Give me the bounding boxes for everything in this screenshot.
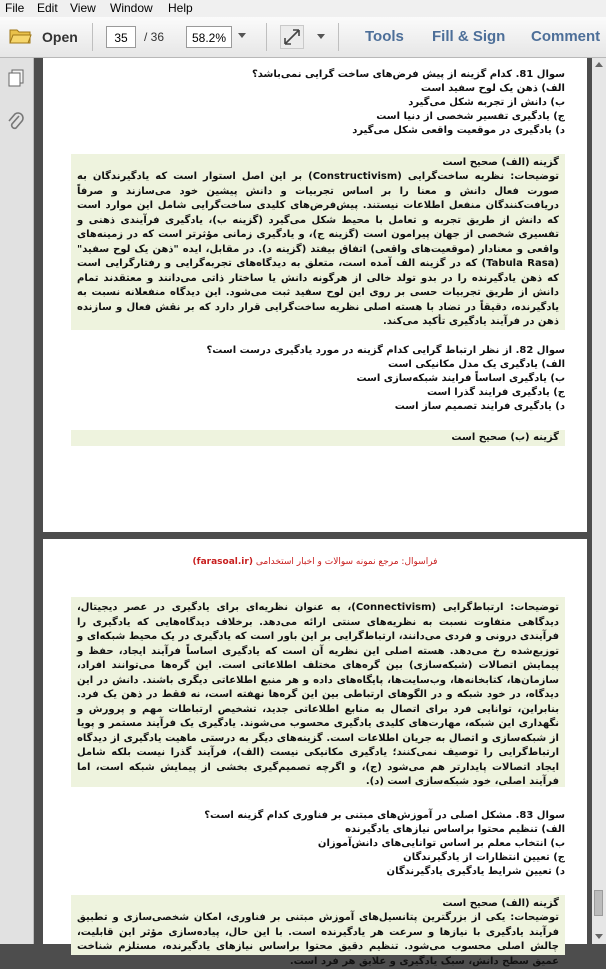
- answer-81-label: گزینه (الف) صحیح است: [442, 157, 559, 168]
- question-83-option: ج) تعیین انتظارات از یادگیرندگان: [403, 852, 565, 863]
- question-83-option: د) تعیین شرایط یادگیری یادگیرندگان: [386, 866, 565, 877]
- page-total-label: / 36: [144, 30, 165, 44]
- question-83-option: ب) انتخاب معلم بر اساس توانایی‌های دانش‌آموزان: [317, 838, 565, 849]
- tools-button[interactable]: Tools: [365, 28, 404, 45]
- toolbar-divider: [338, 23, 339, 51]
- tool-dropdown-icon[interactable]: [317, 34, 325, 39]
- answer-box: [71, 895, 565, 967]
- question-81-option: الف) ذهن یک لوح سفید است: [420, 83, 565, 94]
- page-number-input[interactable]: 35: [106, 26, 136, 48]
- question-82-option: ب) یادگیری اساساً فرایند شبکه‌سازی است: [356, 373, 565, 384]
- menu-edit[interactable]: Edit: [37, 1, 58, 15]
- menu-window[interactable]: Window: [110, 1, 153, 15]
- scroll-up-icon[interactable]: [595, 62, 603, 67]
- question-81-option: ب) دانش از تجربه شکل می‌گیرد: [408, 97, 565, 108]
- question-81-title: سوال 81. کدام گزینه از پیش فرض‌های ساخت گرایی نمی‌باشد؟: [251, 69, 565, 80]
- zoom-dropdown-icon[interactable]: [238, 33, 246, 38]
- answer-83-label: گزینه (الف) صحیح است: [442, 898, 559, 909]
- answer-box: [71, 430, 565, 446]
- fit-page-icon[interactable]: [280, 25, 304, 49]
- question-81-option: د) یادگیری در موقعیت واقعی شکل می‌گیرد: [352, 125, 565, 136]
- question-82-option: ج) یادگیری فرایند گذرا است: [426, 387, 565, 398]
- navigation-panel: [0, 58, 34, 944]
- scrollbar-thumb[interactable]: [594, 890, 603, 916]
- pages-icon[interactable]: [6, 68, 26, 92]
- menu-file[interactable]: File: [5, 1, 25, 15]
- open-folder-icon[interactable]: [9, 27, 32, 45]
- menu-help[interactable]: Help: [168, 1, 193, 15]
- document-page: [43, 58, 587, 532]
- toolbar: [0, 17, 606, 58]
- question-82-title: سوال 82. از نظر ارتباط گرایی کدام گزینه در مورد یادگیری درست است؟: [206, 345, 565, 356]
- menu-view[interactable]: View: [70, 1, 96, 15]
- question-82-option: د) یادگیری فرایند تصمیم ساز است: [394, 401, 565, 412]
- fill-sign-button[interactable]: Fill & Sign: [432, 28, 506, 45]
- menu-bar: [0, 0, 606, 17]
- toolbar-divider: [266, 23, 267, 51]
- attachment-icon[interactable]: [6, 110, 26, 136]
- toolbar-divider: [92, 23, 93, 51]
- answer-box: [71, 154, 565, 330]
- answer-83-explanation: توضیحات: یکی از بزرگترین پتانسیل‌های آموزش مبتنی بر فناوری، امکان شخصی‌سازی و تطبیق فرآیند یادگیری با نیازها و سرعت هر یادگیرنده است. با این حال، پیاده‌سازی مؤثر این قابلیت، چالش اصلی محسوب می‌شود. تنظیم دقیق محتوا براساس نیازهای یادگیرنده، مستلزم شناخت عمیق سطح دانش، سبک یادگیری و علایق هر فرد است.: [77, 912, 559, 967]
- answer-82-explanation: توضیحات: ارتباط‌گرایی (Connectivism)، به عنوان نظریه‌ای برای یادگیری در عصر دیجیتال، دیدگاهی متفاوت نسبت به نظریه‌های سنتی ارائه می‌دهد. برخلاف دیدگاه‌هایی که یادگیری را فرآیندی درونی و فردی می‌دانند، ارتباط‌گرایی بر این باور است که یادگیری در یک محیط شبکه‌ای و توزیع‌شده رخ می‌دهد. هسته اصلی این نظریه آن است که یادگیری اساساً فرآیند ایجاد، حفظ و پیمایش اتصالات (شبکه‌سازی) بین گره‌های مختلف اطلاعاتی است. این گره‌ها می‌توانند افراد، سازمان‌ها، کتابخانه‌ها، وب‌سایت‌ها، پایگاه‌های داده و هر منبع اطلاعاتی دیگری باشند. دانش در این دیدگاه، در خود شبکه و در الگوهای ارتباطی بین این گره‌ها نهفته است، نه فقط در ذهن یک فرد. بنابراین، توانایی فرد برای اتصال به منابع اطلاعاتی جدید، تشخیص ارتباطات مهم و پرورش و نگهداری این شبکه، مهارت‌های کلیدی یادگیری محسوب می‌شوند. یادگیری یک فرآیند مستمر و پویا از شبکه‌سازی و اتصال به جریان اطلاعات است. گزینه‌های دیگر به درستی ماهیت یادگیری از دیدگاه ارتباط‌گرایی را توصیف نمی‌کنند؛ یادگیری مکانیکی نیست (الف)، فرآیند گذرا نیست بلکه شامل ایجاد اتصالات پایدارتر هم می‌شود (ج)، و اگرچه تصمیم‌گیری بخشی از پیمایش شبکه است، اما فرآیند اصلی، خود شبکه‌سازی است (د).: [77, 602, 560, 787]
- vertical-scrollbar[interactable]: [592, 58, 606, 944]
- document-page: [43, 539, 587, 967]
- answer-box: [71, 597, 565, 787]
- open-button[interactable]: Open: [42, 29, 78, 45]
- question-81-option: ج) یادگیری تفسیر شخصی از دنیا است: [376, 111, 565, 122]
- zoom-input[interactable]: 58.2%: [186, 26, 232, 48]
- scroll-down-icon[interactable]: [595, 934, 603, 939]
- comment-button[interactable]: Comment: [531, 28, 601, 45]
- question-83-title: سوال 83. مشکل اصلی در آموزش‌های مبتنی بر فناوری کدام گزینه است؟: [204, 810, 565, 821]
- question-82-option: الف) یادگیری یک مدل مکانیکی است: [387, 359, 565, 370]
- header-site-link[interactable]: (farasoal.ir): [192, 557, 253, 567]
- answer-81-explanation: توضیحات: نظریه ساخت‌گرایی (Constructivism) بر این اصل استوار است که یادگیرندگان به صورت فعال دانش و معنا را بر اساس تجربیات و دانش پیشین خود می‌سازند و صرفاً دریافت‌کنندگان منفعل اطلاعات نیستند. پیش‌فرض‌های کلیدی ساخت‌گرایی شامل این موارد است که دانش از طریق تجربه و تعامل با محیط شکل می‌گیرد (گزینه ب)، یادگیری فرآیندی ذهنی و تفسیری شخصی از جهان پیرامون است (گزینه ج)، و یادگیری زمانی مؤثرتر است که در زمینه‌های واقعی و معنادار (موقعیت‌های واقعی) اتفاق بیفتد (گزینه د). در مقابل، ایده "ذهن یک لوح سفید" (Tabula Rasa) که در گزینه الف آمده است، متعلق به دیدگاه‌های تجربه‌گرایی و رفتارگرایی است که ذهن یادگیرنده را در بدو تولد خالی از هرگونه دانش یا ساختار ذاتی می‌دانند و معتقدند تمام دانش از طریق تجربیات حسی بر روی این لوح سفید ثبت می‌شود. این دیدگاه منفعلانه نسبت به یادگیرنده، دقیقاً در تضاد با هسته اصلی نظریه ساخت‌گرایی قرار دارد که بر نقش فعال و سازنده ذهن در فرآیند یادگیری تأکید می‌کند.: [77, 171, 559, 327]
- question-83-option: الف) تنظیم محتوا براساس نیازهای یادگیرنده: [345, 824, 565, 835]
- page-header: [43, 557, 587, 567]
- answer-82-label: گزینه (ب) صحیح است: [451, 432, 559, 443]
- header-title: فراسوال: مرجع نمونه سوالات و اخبار استخدامی: [255, 557, 438, 567]
